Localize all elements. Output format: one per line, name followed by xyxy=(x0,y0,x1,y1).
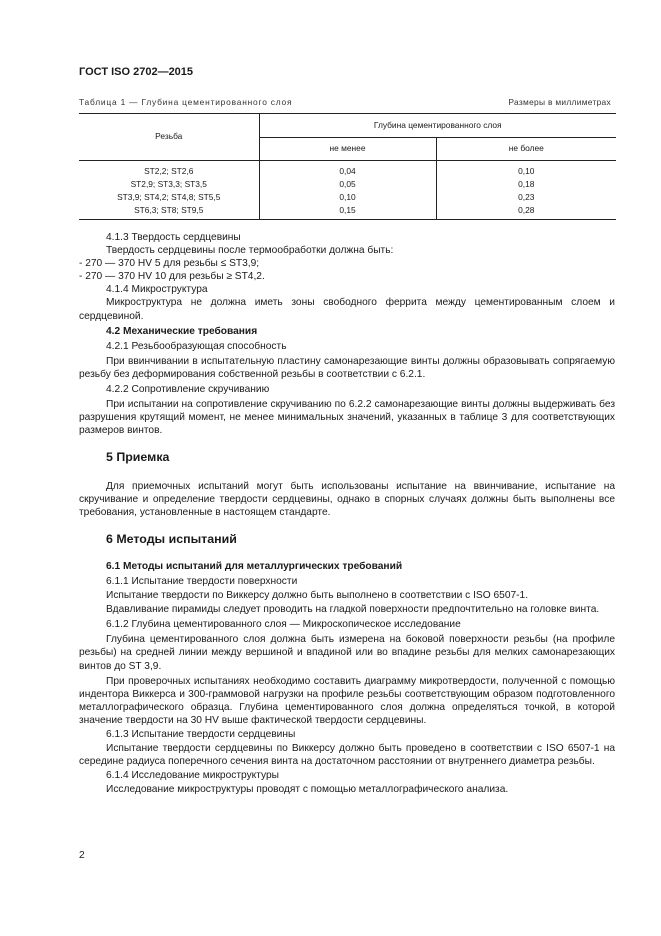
chapter-heading: 6 Методы испытаний xyxy=(106,531,237,546)
table-caption-units: Размеры в миллиметрах xyxy=(508,97,611,107)
cell-max: 0,23 xyxy=(518,192,535,203)
paragraph: Твердость сердцевины после термообработки должна быть: xyxy=(106,245,394,257)
cell-thread: ST2,2; ST2,6 xyxy=(79,161,259,179)
paragraph: При ввинчивании в испытательную пластину самонарезающие винты должны образовывать сопрягаемую резьбу без деформирования собственной резьбы в соответствии с 6.2.1. xyxy=(79,355,615,380)
subsection-title: 6.1.3 Испытание твердости сердцевины xyxy=(106,729,296,740)
subsection-title: 6.1.1 Испытание твердости поверхности xyxy=(106,575,298,587)
table-row xyxy=(79,178,616,191)
paragraph: Испытание твердости сердцевины по Виккерсу должно быть проведено в соответствии с ISO 6507-1 на середине радиуса поперечного сечения винта на достаточном расстоянии от внутреннего диаметра резьбы. xyxy=(79,743,615,768)
paragraph: При испытании на сопротивление скручиванию по 6.2.2 самонарезающие винты должны выдерживать без разрушения крутящий момент, не менее минимальных значений, указанных в таблице 3 для соответствующих размеров винтов. xyxy=(79,399,615,437)
cell-max: 0,28 xyxy=(436,204,616,220)
table-row xyxy=(79,204,616,220)
table-row xyxy=(79,191,616,204)
header-max: не более xyxy=(436,138,616,161)
document-header: ГОСТ ISO 2702—2015 xyxy=(79,66,194,78)
paragraph: При проверочных испытаниях необходимо составить диаграмму микротвердости, полученной с помощью индентора Виккерса и 300-граммовой нагрузки на профиле резьбы соответствующим образом подготовленного металлографического образца. Глубина цементированного слоя должна определяться точкой, в которой значение твердости на 30 HV выше фактической твердости сердцевины. xyxy=(79,675,615,726)
cell-thread: ST3,9; ST4,2; ST4,8; ST5,5 xyxy=(79,191,259,204)
cell-max: 0,10 xyxy=(518,166,535,176)
subsection-title: 4.2.1 Резьбообразующая способность xyxy=(106,340,287,352)
header-thread: Резьба xyxy=(79,114,259,161)
subsection-title: 4.2.2 Сопротивление скручиванию xyxy=(106,384,270,396)
paragraph: Микроструктура не должна иметь зоны свободного феррита между цементированным слоем и сердцевиной. xyxy=(79,297,615,322)
paragraph: Для приемочных испытаний могут быть использованы испытание на ввинчивание, испытание на скручивание и определение твердости сердцевины, однако в спорных случаях должны быть выполнены все требования, установленные в настоящем стандарте. xyxy=(79,480,615,518)
section-heading: 6.1 Методы испытаний для металлургических требований xyxy=(106,560,403,572)
cell-max: 0,18 xyxy=(518,179,535,190)
paragraph: Исследование микроструктуры проводят с помощью металлографического анализа. xyxy=(106,784,509,796)
subsection-title: 6.1.2 Глубина цементированного слоя — Микроскопическое исследование xyxy=(106,619,461,631)
cell-thread: ST2,9; ST3,3; ST3,5 xyxy=(79,178,259,191)
subsection-title: 4.1.3 Твердость сердцевины xyxy=(106,232,241,243)
cell-thread: ST6,3; ST8; ST9,5 xyxy=(79,204,259,220)
subsection-title: 6.1.4 Исследование микроструктуры xyxy=(106,770,279,782)
section-heading: 4.2 Механические требования xyxy=(106,325,258,337)
chapter-heading: 5 Приемка xyxy=(106,450,170,465)
cell-min: 0,15 xyxy=(259,204,436,220)
table-row xyxy=(79,161,616,179)
page-number: 2 xyxy=(79,850,85,861)
paragraph: Глубина цементированного слоя должна быть измерена на боковой поверхности резьбы (на профиле резьбы) на средней линии между вершиной и впадиной или во впадине резьбы для мелких самонарезающих винтов до ST 3,9. xyxy=(79,634,615,672)
list-item: - 270 — 370 HV 5 для резьбы ≤ ST3,9; xyxy=(79,258,260,270)
case-depth-table xyxy=(79,113,616,220)
subsection-title: 4.1.4 Микроструктура xyxy=(106,284,208,296)
list-item: - 270 — 370 HV 10 для резьбы ≥ ST4,2. xyxy=(79,271,265,283)
document-body xyxy=(79,231,615,796)
cell-min: 0,04 xyxy=(259,161,436,179)
cell-min: 0,05 xyxy=(259,178,436,191)
table-caption-title: Таблица 1 — Глубина цементированного слоя xyxy=(79,97,293,107)
paragraph: Испытание твердости по Виккерсу должно быть выполнено в соответствии с ISO 6507-1. xyxy=(106,590,529,602)
table-caption xyxy=(79,96,611,109)
header-depth: Глубина цементированного слоя xyxy=(259,114,616,138)
cell-min: 0,10 xyxy=(259,191,436,204)
paragraph: Вдавливание пирамиды следует проводить на гладкой поверхности предпочтительно на головке винта. xyxy=(106,604,600,616)
header-min: не менее xyxy=(259,138,436,161)
